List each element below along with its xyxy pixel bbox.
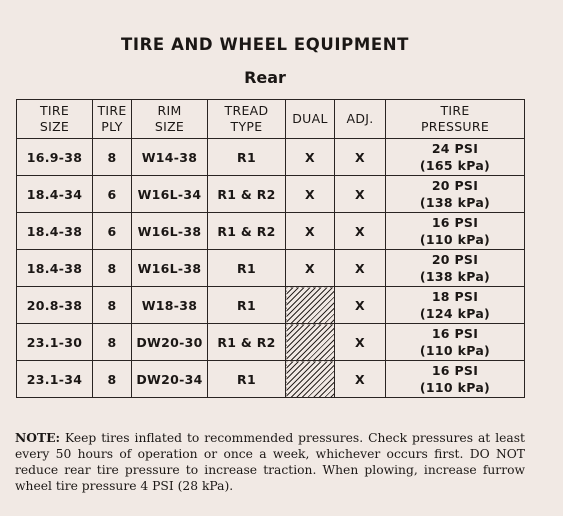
cell-adj: X: [335, 176, 386, 213]
cell-adj: X: [335, 250, 386, 287]
pressure-psi: 24 PSI: [431, 141, 479, 156]
cell-dual: [286, 287, 335, 324]
cell-tire-ply: 6: [93, 213, 132, 250]
cell-tread-type: R1: [208, 250, 286, 287]
table-subtitle: Rear: [244, 68, 286, 87]
pressure-psi: 20 PSI: [431, 252, 479, 267]
cell-rim-size: DW20-30: [132, 324, 208, 361]
cell-pressure: [386, 213, 525, 250]
cell-pressure: [386, 176, 525, 213]
cell-tire-ply: 8: [93, 250, 132, 287]
cell-tire-size: 18.4-38: [17, 213, 93, 250]
pressure-kpa: (138 kPa): [419, 195, 491, 210]
header-dual: DUAL: [286, 100, 335, 139]
cell-tire-size: 16.9-38: [17, 139, 93, 176]
header-tire-pressure: TIRE PRESSURE: [386, 100, 525, 139]
cell-pressure: [386, 250, 525, 287]
cell-tire-size: 23.1-34: [17, 361, 93, 398]
cell-tread-type: R1 & R2: [208, 324, 286, 361]
note-paragraph: [15, 430, 525, 494]
cell-pressure: [386, 139, 525, 176]
cell-dual: X: [286, 250, 335, 287]
pressure-kpa: (110 kPa): [419, 380, 491, 395]
pressure-psi: 20 PSI: [431, 178, 479, 193]
table-row: [17, 139, 525, 176]
cell-adj: X: [335, 287, 386, 324]
cell-tire-size: 18.4-34: [17, 176, 93, 213]
cell-dual: X: [286, 213, 335, 250]
pressure-kpa: (165 kPa): [419, 158, 491, 173]
header-tire-size: TIRE SIZE: [17, 100, 93, 139]
table-header-row: [17, 100, 525, 139]
cell-dual: X: [286, 176, 335, 213]
note-text: Keep tires inflated to recommended pressures. Check pressures at least every 50 hours of operation or once a week, whichever occurs first. DO NOT reduce rear tire pressure to increase traction. When plowing, increase furrow wheel tire pressure 4 PSI (28 kPa).: [15, 431, 525, 493]
table-row: [17, 250, 525, 287]
cell-rim-size: W16L-38: [132, 213, 208, 250]
cell-rim-size: W18-38: [132, 287, 208, 324]
table-row: [17, 287, 525, 324]
cell-tire-ply: 8: [93, 361, 132, 398]
page-title: TIRE AND WHEEL EQUIPMENT: [120, 35, 410, 54]
cell-pressure: [386, 324, 525, 361]
cell-rim-size: DW20-34: [132, 361, 208, 398]
cell-tire-size: 23.1-30: [17, 324, 93, 361]
pressure-kpa: (138 kPa): [419, 269, 491, 284]
cell-tire-size: 20.8-38: [17, 287, 93, 324]
cell-tire-ply: 8: [93, 324, 132, 361]
table-row: [17, 213, 525, 250]
tire-spec-table: [16, 99, 525, 398]
cell-dual: [286, 361, 335, 398]
pressure-psi: 16 PSI: [431, 363, 479, 378]
header-rim-size: RIM SIZE: [132, 100, 208, 139]
cell-rim-size: W14-38: [132, 139, 208, 176]
cell-tread-type: R1: [208, 139, 286, 176]
cell-rim-size: W16L-34: [132, 176, 208, 213]
cell-pressure: [386, 361, 525, 398]
cell-tire-size: 18.4-38: [17, 250, 93, 287]
cell-dual: X: [286, 139, 335, 176]
cell-dual: [286, 324, 335, 361]
table-row: [17, 361, 525, 398]
cell-pressure: [386, 287, 525, 324]
cell-tire-ply: 6: [93, 176, 132, 213]
pressure-psi: 18 PSI: [431, 289, 479, 304]
table-row: [17, 324, 525, 361]
cell-rim-size: W16L-38: [132, 250, 208, 287]
cell-tread-type: R1: [208, 287, 286, 324]
cell-tread-type: R1 & R2: [208, 176, 286, 213]
cell-adj: X: [335, 213, 386, 250]
pressure-kpa: (124 kPa): [419, 306, 491, 321]
cell-adj: X: [335, 324, 386, 361]
header-tread-type: TREAD TYPE: [208, 100, 286, 139]
cell-tire-ply: 8: [93, 287, 132, 324]
pressure-psi: 16 PSI: [431, 215, 479, 230]
header-tire-ply: TIRE PLY: [93, 100, 132, 139]
pressure-psi: 16 PSI: [431, 326, 479, 341]
table-row: [17, 176, 525, 213]
cell-adj: X: [335, 361, 386, 398]
pressure-kpa: (110 kPa): [419, 232, 491, 247]
header-adj: ADJ.: [335, 100, 386, 139]
cell-tread-type: R1: [208, 361, 286, 398]
cell-tread-type: R1 & R2: [208, 213, 286, 250]
cell-tire-ply: 8: [93, 139, 132, 176]
note-label: NOTE:: [15, 430, 61, 445]
pressure-kpa: (110 kPa): [419, 343, 491, 358]
cell-adj: X: [335, 139, 386, 176]
